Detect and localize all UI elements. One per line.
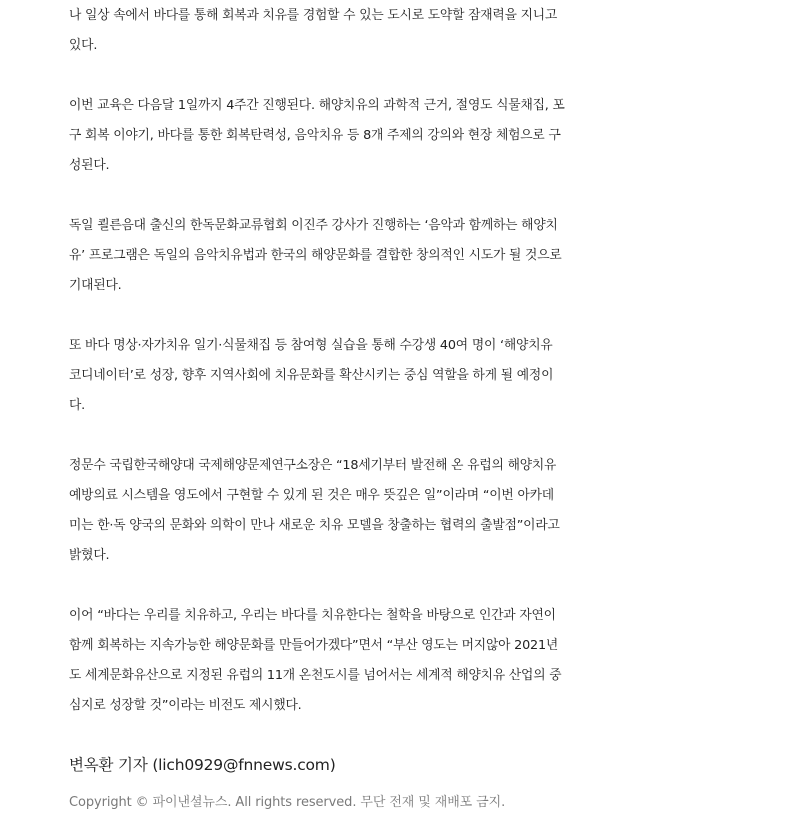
- paragraph-line: 정문수 국립한국해양대 국제해양문제연구소장은 “18세기부터 발전해 온 유럽의 해양치유: [69, 458, 557, 473]
- paragraph-line: 도 세계문화유산으로 지정된 유럽의 11개 온천도시를 넘어서는 세계적 해양치유 산업의 중: [69, 668, 562, 683]
- paragraph-line: 유’ 프로그램은 독일의 음악치유법과 한국의 해양문화를 결합한 창의적인 시도가 될 것으로: [69, 248, 562, 263]
- paragraph-line: 기대된다.: [69, 278, 122, 293]
- paragraph-line: 코디네이터’로 성장, 향후 지역사회에 치유문화를 확산시키는 중심 역할을 하게 될 예정이: [69, 368, 554, 383]
- paragraph-line: 독일 쾰른음대 출신의 한독문화교류협회 이진주 강사가 진행하는 ‘음악과 함께하는 해양치: [69, 218, 558, 233]
- paragraph-line: 있다.: [69, 38, 98, 53]
- paragraph-line: 예방의료 시스템을 영도에서 구현할 수 있게 된 것은 매우 뜻깊은 일”이라며 “이번 아카데: [69, 488, 554, 503]
- paragraph-line: 함께 회복하는 지속가능한 해양문화를 만들어가겠다”면서 “부산 영도는 머지않아 2021년: [69, 638, 559, 653]
- article-paragraph: [69, 91, 729, 181]
- article-paragraph: [69, 451, 729, 571]
- article-body: [69, 0, 729, 813]
- paragraph-line: 성된다.: [69, 158, 110, 173]
- paragraph-line: 나 일상 속에서 바다를 통해 회복과 치유를 경험할 수 있는 도시로 도약할 잠재력을 지니고: [69, 8, 558, 23]
- paragraph-line: 구 회복 이야기, 바다를 통한 회복탄력성, 음악치유 등 8개 주제의 강의와 현장 체험으로 구: [69, 128, 561, 143]
- paragraph-line: 미는 한·독 양국의 문화와 의학이 만나 새로운 치유 모델을 창출하는 협력의 출발점”이라고: [69, 518, 560, 533]
- article-paragraph: [69, 601, 729, 721]
- copyright-notice: Copyright © 파이낸셜뉴스. All rights reserved. 무단 전재 및 재배포 금지.: [69, 795, 506, 810]
- paragraph-line: 심지로 성장할 것”이라는 비전도 제시했다.: [69, 698, 302, 713]
- paragraph-line: 이번 교육은 다음달 1일까지 4주간 진행된다. 해양치유의 과학적 근거, 절영도 식물채집, 포: [69, 98, 565, 113]
- paragraph-line: 다.: [69, 398, 86, 413]
- paragraph-line: 또 바다 명상·자가치유 일기·식물채집 등 참여형 실습을 통해 수강생 40여 명이 ‘해양치유: [69, 338, 553, 353]
- article-paragraph: [69, 211, 729, 301]
- paragraph-line: 이어 “바다는 우리를 치유하고, 우리는 바다를 치유한다는 철학을 바탕으로 인간과 자연이: [69, 608, 556, 623]
- paragraph-line: 밝혔다.: [69, 548, 110, 563]
- reporter-byline: 변옥환 기자 (lich0929@fnnews.com): [69, 756, 336, 774]
- article-paragraph: [69, 1, 729, 61]
- article-paragraph: [69, 331, 729, 421]
